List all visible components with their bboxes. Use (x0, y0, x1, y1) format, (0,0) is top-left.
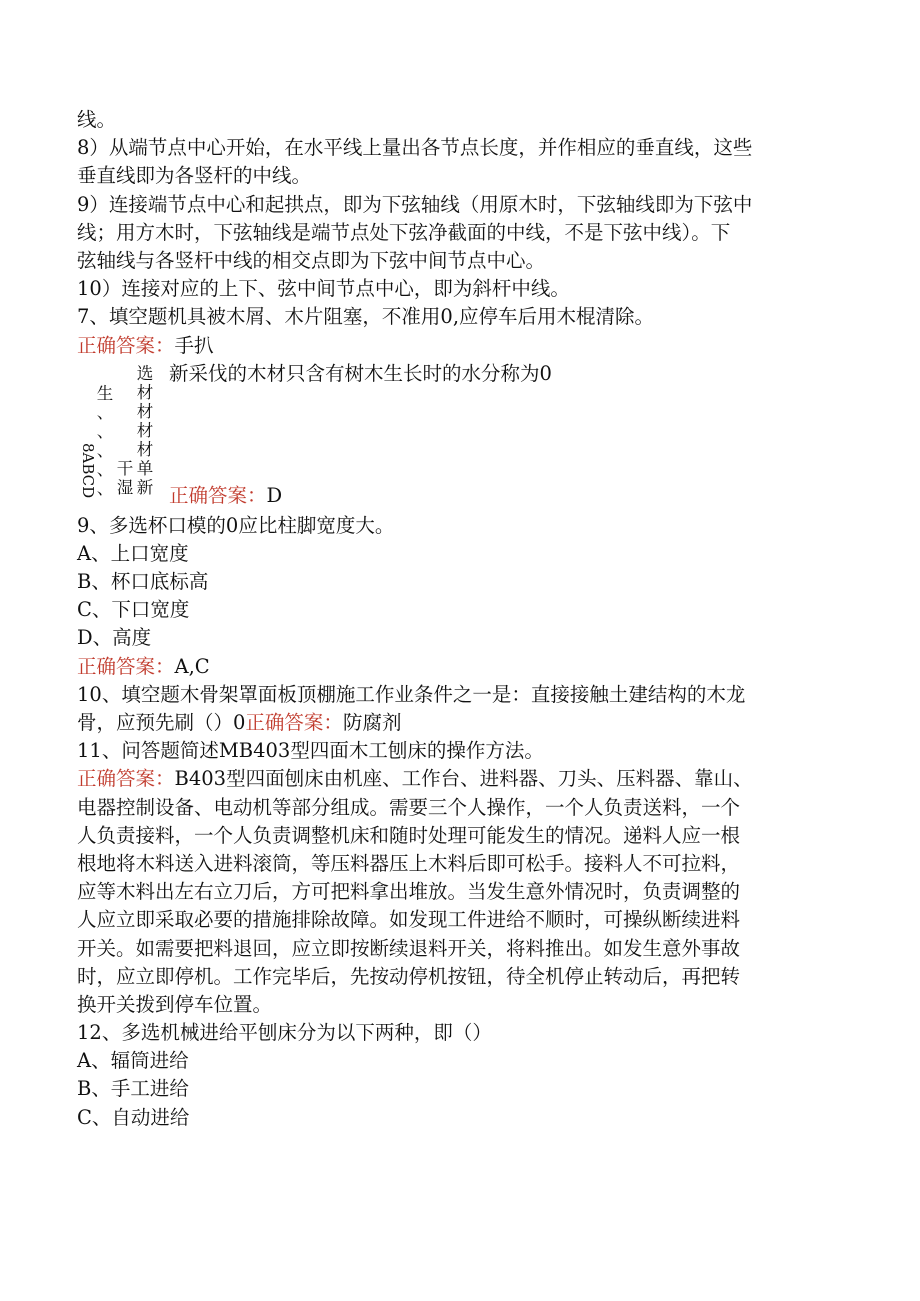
question-10: 10、填空题木骨架罩面板顶棚施工作业条件之一是：直接接触土建结构的木龙 (77, 682, 746, 706)
answer-9 (77, 653, 837, 681)
answer-8 (169, 482, 282, 510)
answer-11-line: 开关。如需要把料退回，应立即按断续退料开关，将料推出。如发生意外事故 (77, 936, 741, 960)
text-line: 8）从端节点中心开始，在水平线上量出各节点长度，并作相应的垂直线，这些 (77, 136, 753, 160)
option-b: B、杯口底标高 (77, 570, 209, 594)
answer-11-line: 人应立即采取必要的措施排除故障。如发现工件进给不顺时，可操纵断续进料 (77, 908, 741, 932)
question-8-number-vertical: 8ABCD (79, 442, 97, 498)
answer-label: 正确答案： (169, 483, 267, 507)
option-column-c: 干 湿 (116, 458, 134, 497)
question-8-block (77, 360, 837, 512)
question-12: 12、多选机械进给平刨床分为以下两种，即（） (77, 1021, 492, 1045)
text-line: 9）连接端节点中心和起拱点，即为下弦轴线（用原木时，下弦轴线即为下弦中 (77, 192, 753, 216)
option-c: C、自动进给 (77, 1105, 190, 1129)
answer-11-line: 人负责接料，一个人负责调整机床和随时处理可能发生的情况。递料人应一根 (77, 823, 741, 847)
option-c: C、下口宽度 (77, 598, 190, 622)
answer-11 (77, 765, 837, 793)
question-10-cont: 骨，应预先刷（）0正确答案：防腐剂 (77, 711, 402, 734)
question-8: 新采伐的木材只含有树木生长时的水分称为0 (169, 361, 552, 385)
text-line: 垂直线即为各竖杆的中线。 (77, 164, 312, 188)
question-11: 11、问答题简述MB403型四面木工刨床的操作方法。 (77, 739, 544, 763)
answer-label: 正确答案： (245, 711, 343, 734)
document-body (77, 106, 837, 1132)
text-line: 弦轴线与各竖杆中线的相交点即为下弦中间节点中心。 (77, 248, 546, 272)
answer-value: D (266, 483, 283, 507)
text-line: 线；用方木时，下弦轴线是端节点处下弦净截面的中线，不是下弦中线）。下 (77, 220, 731, 244)
answer-label: 正确答案： (77, 333, 175, 357)
answer-11-line: 根地将木料送入进料滚筒，等压料器压上木料后即可松手。接料人不可拉料， (77, 851, 741, 875)
text-line: 线。 (77, 108, 117, 131)
question-7: 7、填空题机具被木屑、木片阻塞，不准用0,应停车后用木棍清除。 (77, 305, 655, 329)
answer-value: 防腐剂 (342, 711, 402, 734)
option-a: A、上口宽度 (77, 541, 189, 565)
answer-11-line: 时，应立即停机。工作完毕后，先按动停机按钮，待全机停止转动后，再把转 (77, 964, 741, 988)
answer-label: 正确答案： (77, 654, 175, 678)
answer-11-line: 应等木料出左右立刀后，方可把料拿出堆放。当发生意外情况时，负责调整的 (77, 880, 741, 904)
answer-label: 正确答案： (77, 767, 175, 791)
text-line: 10）连接对应的上下、弦中间节点中心，即为斜杆中线。 (77, 277, 570, 301)
option-d: D、高度 (77, 626, 152, 650)
answer-11-line: 换开关拨到停车位置。 (77, 992, 273, 1016)
answer-value: A,C (174, 654, 210, 678)
answer-value: 手扒 (174, 333, 214, 357)
question-9: 9、多选杯口模的0应比柱脚宽度大。 (77, 513, 395, 537)
answer-11-line: 电器控制设备、电动机等部分组成。需要三个人操作，一个人负责送料，一个 (77, 795, 741, 819)
answer-text: B403型四面刨床由机座、工作台、进料器、刀头、压料器、靠山、 (174, 767, 753, 791)
answer-7 (77, 332, 837, 360)
option-column-b: 选 材 材 材 材 单 新 (136, 363, 154, 497)
option-b: B、手工进给 (77, 1077, 189, 1101)
option-column-a: 生 、 、 、 、 、 (96, 383, 114, 498)
option-a: A、辐筒进给 (77, 1049, 189, 1073)
